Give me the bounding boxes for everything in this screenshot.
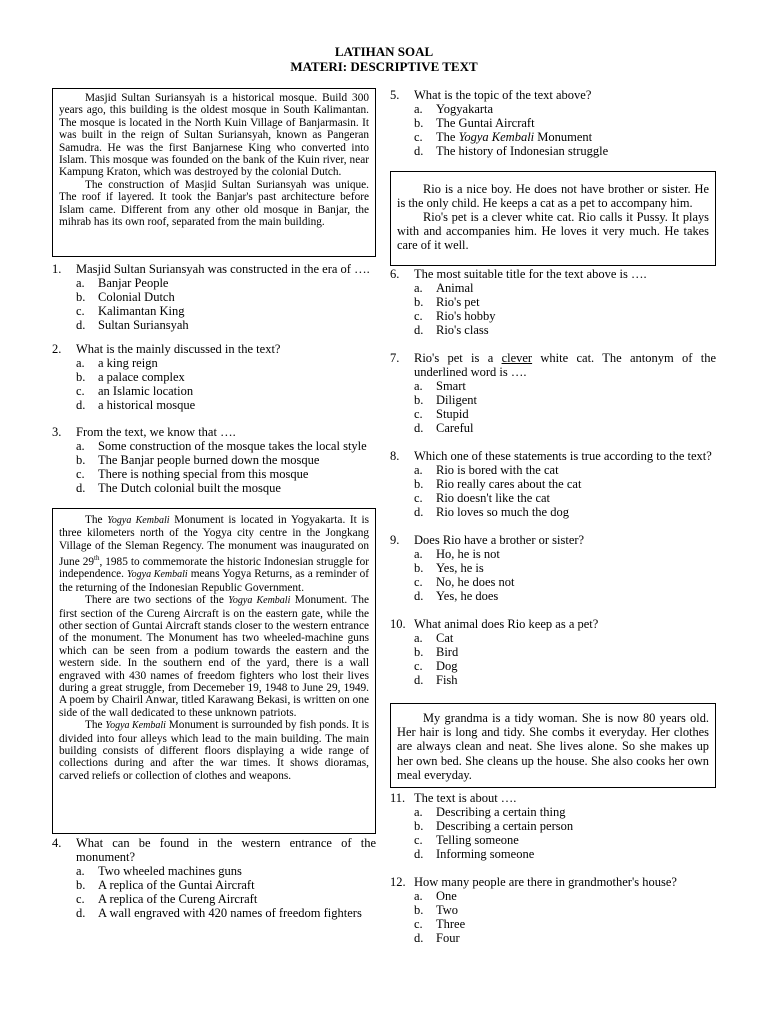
ordinal-suffix: th: [94, 554, 100, 563]
option-text: Rio really cares about the cat: [436, 477, 582, 491]
option-letter: d.: [76, 906, 86, 920]
passage-rio: [390, 171, 716, 266]
question-number: 1.: [52, 262, 62, 276]
option-letter: b.: [414, 295, 424, 309]
option-letter: b.: [414, 645, 424, 659]
option-text: an Islamic location: [98, 384, 194, 398]
option-text: Rio loves so much the dog: [436, 505, 569, 519]
option-text-part: The: [436, 130, 456, 144]
option-letter: b.: [414, 393, 424, 407]
passage-yogya-kembali: [52, 508, 376, 834]
option-text: Two: [436, 903, 459, 917]
options-list: [76, 864, 376, 920]
option-text: Yes, he is: [436, 561, 484, 575]
option-c[interactable]: [414, 309, 716, 323]
option-a[interactable]: [76, 356, 376, 370]
option-letter: a.: [76, 276, 85, 290]
option-letter: b.: [414, 477, 424, 491]
page-title: LATIHAN SOAL: [334, 44, 434, 59]
question-stem: What is the mainly discussed in the text?: [76, 342, 281, 356]
question-stem: Masjid Sultan Suriansyah was constructed in the era of ….: [76, 262, 370, 276]
option-letter: a.: [414, 281, 423, 295]
options-list: [76, 439, 376, 495]
option-text: Rio is bored with the cat: [436, 463, 559, 477]
option-letter: d.: [414, 673, 424, 687]
option-text: [436, 130, 716, 144]
options-list: [414, 379, 716, 435]
option-c[interactable]: [414, 659, 716, 673]
question-number: 3.: [52, 425, 62, 439]
passage-paragraph: [59, 594, 369, 719]
option-letter: d.: [76, 398, 86, 412]
option-d[interactable]: [414, 144, 716, 158]
option-letter: a.: [414, 805, 423, 819]
option-a[interactable]: [414, 889, 716, 903]
option-letter: c.: [414, 833, 423, 847]
option-letter: b.: [414, 561, 424, 575]
options-list: [414, 102, 716, 158]
passage-italic-term: Yogya Kembali: [107, 515, 170, 526]
option-b[interactable]: [414, 477, 716, 491]
question-11: [390, 791, 716, 861]
option-letter: b.: [414, 903, 424, 917]
option-text: Fish: [436, 673, 458, 687]
option-text: Banjar People: [98, 276, 169, 290]
option-letter: c.: [414, 130, 423, 144]
option-text: a historical mosque: [98, 398, 196, 412]
option-a[interactable]: [414, 463, 716, 477]
option-b[interactable]: [414, 116, 716, 130]
option-text: Describing a certain thing: [436, 805, 566, 819]
option-d[interactable]: [414, 505, 716, 519]
option-c[interactable]: [76, 384, 376, 398]
passage-paragraph: The construction of Masjid Sultan Suriansyah was unique. The roof if layered. It took the Banjar's past architecture before Islam came. Different from any other old mosque in Banjar, the mihrab has its own roof, separated from the main building.: [59, 178, 369, 229]
option-text: Two wheeled machines guns: [98, 864, 242, 878]
question-number: 10.: [390, 617, 406, 631]
option-c[interactable]: [414, 130, 716, 144]
option-text: Kalimantan King: [98, 304, 185, 318]
option-letter: a.: [414, 102, 423, 116]
option-a[interactable]: [414, 379, 716, 393]
question-stem: The most suitable title for the text above is ….: [414, 267, 647, 281]
option-b[interactable]: [76, 878, 376, 892]
option-b[interactable]: [414, 393, 716, 407]
question-stem: From the text, we know that ….: [76, 425, 236, 439]
option-b[interactable]: [414, 645, 716, 659]
options-list: [76, 276, 376, 332]
option-text: The Banjar people burned down the mosque: [98, 453, 320, 467]
option-letter: d.: [414, 505, 424, 519]
page-subtitle: MATERI: DESCRIPTIVE TEXT: [290, 59, 478, 74]
option-letter: b.: [76, 453, 86, 467]
option-letter: d.: [414, 847, 424, 861]
option-letter: d.: [414, 931, 424, 945]
options-list: [414, 281, 716, 337]
option-letter: c.: [414, 659, 423, 673]
option-letter: c.: [414, 917, 423, 931]
option-text: The history of Indonesian struggle: [436, 144, 609, 158]
question-stem: The text is about ….: [414, 791, 517, 805]
question-10: [390, 617, 716, 687]
option-letter: b.: [76, 370, 86, 384]
option-d[interactable]: [414, 421, 716, 435]
option-b[interactable]: [414, 903, 716, 917]
option-text-part: Monument: [537, 130, 593, 144]
passage-italic-term: Yogya Kembali: [228, 595, 291, 607]
option-letter: c.: [414, 309, 423, 323]
option-b[interactable]: [76, 290, 376, 304]
option-letter: d.: [76, 318, 86, 332]
question-stem: Does Rio have a brother or sister?: [414, 533, 585, 547]
options-list: [414, 805, 716, 861]
question-1: [52, 262, 376, 332]
passage-text: There are two sections of the: [85, 594, 224, 607]
option-text: Bird: [436, 645, 459, 659]
option-b[interactable]: [414, 561, 716, 575]
question-stem: What is the topic of the text above?: [414, 88, 592, 102]
option-letter: a.: [414, 631, 423, 645]
question-number: 12.: [390, 875, 406, 889]
option-text: Careful: [436, 421, 474, 435]
option-text: One: [436, 889, 457, 903]
question-9: [390, 533, 716, 603]
question-2: [52, 342, 376, 412]
option-a[interactable]: [76, 276, 376, 290]
option-letter: a.: [76, 356, 85, 370]
question-4: [52, 836, 376, 920]
option-b[interactable]: [414, 819, 716, 833]
option-letter: c.: [414, 407, 423, 421]
option-letter: d.: [414, 589, 424, 603]
question-number: 6.: [390, 267, 400, 281]
passage-italic-term: Yogya Kembali: [126, 569, 188, 581]
option-c[interactable]: [76, 467, 376, 481]
option-a[interactable]: [414, 102, 716, 116]
option-text: a palace complex: [98, 370, 185, 384]
option-text: Rio's class: [436, 323, 489, 337]
option-b[interactable]: [76, 453, 376, 467]
option-d[interactable]: [76, 481, 376, 495]
question-number: 5.: [390, 88, 400, 102]
option-text: Smart: [436, 379, 466, 393]
option-letter: c.: [76, 892, 85, 906]
option-letter: a.: [414, 379, 423, 393]
option-b[interactable]: [76, 370, 376, 384]
option-text: Rio doesn't like the cat: [436, 491, 551, 505]
option-c[interactable]: [414, 407, 716, 421]
option-text: a king reign: [98, 356, 158, 370]
passage-text: The: [85, 719, 103, 732]
option-letter: a.: [414, 547, 423, 561]
option-a[interactable]: [414, 631, 716, 645]
option-text: Yes, he does: [436, 589, 499, 603]
option-letter: a.: [414, 889, 423, 903]
question-stem-part: white cat. The antonym of the underlined word is ….: [414, 351, 717, 379]
options-list: [414, 889, 716, 945]
options-list: [414, 631, 716, 687]
option-text: Four: [436, 931, 460, 945]
option-c[interactable]: [414, 575, 716, 589]
options-list: [76, 356, 376, 412]
option-d[interactable]: [414, 589, 716, 603]
option-c[interactable]: [414, 833, 716, 847]
option-a[interactable]: [76, 864, 376, 878]
passage-text: means Yogya Returns, as a reminder of the returning of the Indonesian Republic Government.: [59, 568, 370, 594]
question-stem: [414, 351, 716, 379]
option-a[interactable]: [414, 547, 716, 561]
option-letter: d.: [76, 481, 86, 495]
option-a[interactable]: [414, 281, 716, 295]
question-3: [52, 425, 376, 495]
right-column: [390, 88, 716, 945]
option-text: Dog: [436, 659, 458, 673]
option-text: Yogyakarta: [436, 102, 494, 116]
option-c[interactable]: [414, 917, 716, 931]
option-letter: b.: [76, 290, 86, 304]
option-d[interactable]: [76, 398, 376, 412]
option-d[interactable]: [414, 323, 716, 337]
option-b[interactable]: [414, 295, 716, 309]
option-d[interactable]: [76, 318, 376, 332]
option-text: A replica of the Cureng Aircraft: [98, 892, 258, 906]
option-italic-term: Yogya Kembali: [458, 130, 535, 144]
question-number: 4.: [52, 836, 62, 850]
option-text: Describing a certain person: [436, 819, 574, 833]
option-text: Diligent: [436, 393, 477, 407]
option-d[interactable]: [414, 847, 716, 861]
passage-grandma: [390, 703, 716, 788]
option-text: A wall engraved with 420 names of freedom fighters: [98, 906, 362, 920]
option-text: The Dutch colonial built the mosque: [98, 481, 281, 495]
left-column: [52, 88, 376, 920]
passage-text: Monument is located in Yogyakarta. It is three kilometers north of the Yogya city centre in the Jongkang Village of the Sleman Regency. The monument was inaugurated on June 29: [59, 514, 370, 568]
option-text: Some construction of the mosque takes the local style: [98, 439, 367, 453]
question-stem: What can be found in the western entrance of the monument?: [76, 836, 376, 864]
option-letter: c.: [76, 467, 85, 481]
question-stem: How many people are there in grandmother's house?: [414, 875, 677, 889]
question-number: 11.: [390, 791, 406, 805]
option-letter: a.: [76, 439, 85, 453]
options-list: [414, 547, 716, 603]
question-stem: What animal does Rio keep as a pet?: [414, 617, 599, 631]
worksheet-header: [0, 44, 768, 74]
passage-paragraph: Rio's pet is a clever white cat. Rio calls it Pussy. It plays with and accompanies him. He loves it very much. He takes care of it well.: [397, 210, 709, 252]
underlined-word: clever: [501, 351, 533, 365]
question-stem: Which one of these statements is true according to the text?: [414, 449, 712, 463]
question-6: [390, 267, 716, 337]
option-text: The Guntai Aircraft: [436, 116, 535, 130]
passage-mosque: [52, 88, 376, 257]
option-text: Telling someone: [436, 833, 519, 847]
question-number: 7.: [390, 351, 400, 365]
passage-text: Monument is surrounded by fish ponds. It is divided into four alleys which lead to the main building. The main building consists of different floors displaying a wide range of collections during and after the war times. It shows dioramas, carved reliefs or collection of clothes and weapons.: [59, 719, 370, 782]
option-a[interactable]: [414, 805, 716, 819]
passage-paragraph: Masjid Sultan Suriansyah is a historical mosque. Build 300 years ago, this building is the oldest mosque in South Kalimantan. The mosque is located in the North Kuin Village of Banjarmasin. It was built in the reign of Sultan Suriansyah, known as Pangeran Samudra. He was the first Banjarnese King who converted into Islam. This mosque was founded on the bank of the Kuin river, near Kampung Kraton, which was destroyed by the colonial Dutch.: [59, 92, 369, 179]
option-text: Rio's hobby: [436, 309, 496, 323]
passage-italic-term: Yogya Kembali: [105, 720, 166, 732]
option-letter: c.: [76, 304, 85, 318]
question-number: 8.: [390, 449, 400, 463]
option-letter: c.: [414, 491, 423, 505]
option-letter: d.: [414, 323, 424, 337]
option-letter: b.: [414, 116, 424, 130]
option-text: Sultan Suriansyah: [98, 318, 189, 332]
option-letter: a.: [414, 463, 423, 477]
question-5: [390, 88, 716, 158]
question-number: 2.: [52, 342, 62, 356]
option-letter: d.: [414, 421, 424, 435]
passage-paragraph: My grandma is a tidy woman. She is now 80 years old. Her hair is long and tidy. She combs it everyday. Her clothes are always clean and neat. She lives alone. So she makes up her own bed. She cleans up the house. She also cooks her own meal everyday.: [397, 711, 709, 782]
option-text: Colonial Dutch: [98, 290, 175, 304]
option-text: Cat: [436, 631, 454, 645]
passage-text: The: [85, 514, 103, 526]
options-list: [414, 463, 716, 519]
option-text: Rio's pet: [436, 295, 480, 309]
question-number: 9.: [390, 533, 400, 547]
option-text: Ho, he is not: [436, 547, 500, 561]
passage-text: Monument. The first section of the Cureng Aircraft is on the eastern gate, while the other section of Guntai Aircraft stands closer to the western entrance of the monument. The Monument has two wheeled-machine guns which can be seen from a podium towards the eastern and the western side. In the southern end of the yard, there is a wall engraved with 430 names of freedom fighters who lost their lives during a great struggle, from Decemeber 19, 1948 to June 29, 1949. A poem by Chairil Anwar, titled Karawang Bekasi, is written on one side of the wall dedicated to these unknown patriots.: [59, 594, 369, 719]
option-d[interactable]: [76, 906, 376, 920]
option-letter: b.: [76, 878, 86, 892]
option-c[interactable]: [76, 892, 376, 906]
question-12: [390, 875, 716, 945]
option-c[interactable]: [76, 304, 376, 318]
option-text: Stupid: [436, 407, 469, 421]
option-letter: c.: [76, 384, 85, 398]
question-8: [390, 449, 716, 519]
passage-paragraph: [59, 719, 369, 782]
question-stem-part: Rio's pet is a: [414, 351, 494, 365]
question-7: [390, 351, 716, 435]
option-letter: c.: [414, 575, 423, 589]
option-a[interactable]: [76, 439, 376, 453]
option-c[interactable]: [414, 491, 716, 505]
option-d[interactable]: [414, 931, 716, 945]
option-text: No, he does not: [436, 575, 515, 589]
option-letter: a.: [76, 864, 85, 878]
option-text: A replica of the Guntai Aircraft: [98, 878, 255, 892]
passage-text: , 1985 to commemorate the historic Indonesian struggle for independence.: [59, 555, 369, 581]
option-d[interactable]: [414, 673, 716, 687]
option-text: Informing someone: [436, 847, 535, 861]
passage-paragraph: Rio is a nice boy. He does not have brother or sister. He is the only child. He keeps a cat as a pet to accompany him.: [397, 182, 709, 210]
option-text: Three: [436, 917, 466, 931]
passage-paragraph: [59, 514, 369, 594]
option-text: There is nothing special from this mosque: [98, 467, 309, 481]
option-text: Animal: [436, 281, 474, 295]
option-letter: d.: [414, 144, 424, 158]
option-letter: b.: [414, 819, 424, 833]
